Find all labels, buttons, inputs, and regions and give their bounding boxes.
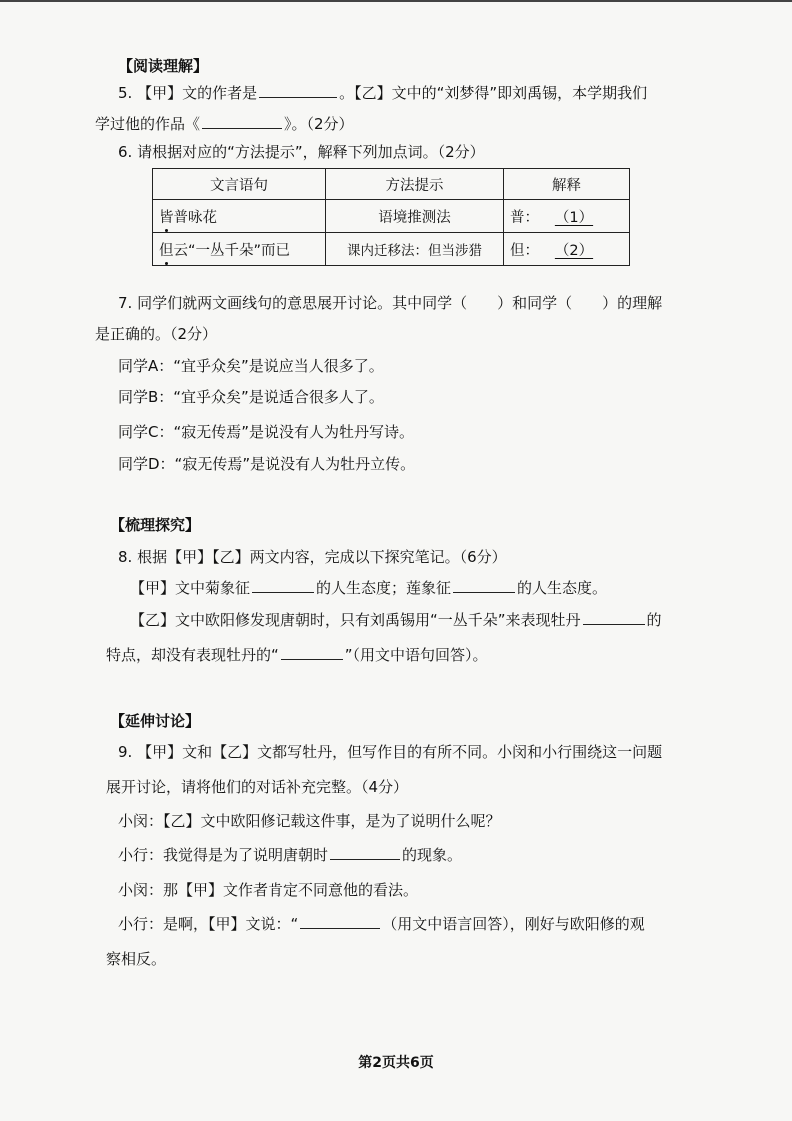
dotted-word: 但 xyxy=(159,239,174,260)
table-cell-answer xyxy=(504,200,630,233)
q8-blank-chrysanthemum[interactable] xyxy=(252,578,314,593)
q8-blank-lotus[interactable] xyxy=(453,578,515,593)
section-heading-reading: 【阅读理解】 xyxy=(118,57,209,75)
dialogue-line-2 xyxy=(118,844,462,866)
q5-text-1: 5. 【甲】文的作者是 xyxy=(118,84,258,102)
table-cell-sentence xyxy=(153,200,326,233)
dialogue-line-5: 察相反。 xyxy=(106,950,167,968)
q8-text: 的人生态度；莲象征 xyxy=(316,579,452,597)
sentence-text: 普咏花 xyxy=(173,209,217,226)
q9-blank-quote[interactable] xyxy=(300,914,380,929)
question-7-line-1: 7. 同学们就两文画线句的意思展开讨论。其中同学（ ）和同学（ ）的理解 xyxy=(118,294,663,312)
q5-blank-work[interactable] xyxy=(202,114,282,129)
dialogue-text: 小行：我觉得是为了说明唐朝时 xyxy=(118,846,329,864)
question-7-line-2: 是正确的。（2分） xyxy=(95,325,218,343)
q8-text: ”（用文中语句回答）。 xyxy=(344,646,488,664)
question-7-option-c: 同学C：“寂无传焉”是说没有人为牡丹写诗。 xyxy=(118,423,415,441)
answer-label: 但： xyxy=(510,242,539,259)
table-header-row xyxy=(153,169,630,200)
page-top-border xyxy=(0,0,792,2)
question-8-line-1 xyxy=(130,577,607,599)
dialogue-text: 小行：是啊，【甲】文说：“ xyxy=(118,915,299,933)
q8-text: 特点，却没有表现牡丹的“ xyxy=(106,646,279,664)
table-cell-method: 语境推测法 xyxy=(326,200,504,233)
table-header: 解释 xyxy=(504,169,630,200)
dialogue-text: 的现象。 xyxy=(402,846,463,864)
table-header: 方法提示 xyxy=(326,169,504,200)
q8-blank-peony-trait[interactable] xyxy=(583,610,645,625)
method-table xyxy=(152,168,630,266)
sentence-text: 云“一丛千朵”而已 xyxy=(173,242,291,259)
answer-blank-1[interactable]: （1） xyxy=(554,209,594,226)
table-cell-answer xyxy=(504,233,630,266)
section-heading-extend: 【延伸讨论】 xyxy=(110,712,201,730)
question-8-line-2 xyxy=(130,609,662,631)
question-9-line-2: 展开讨论，请将他们的对话补充完整。（4分） xyxy=(106,778,409,796)
q8-text: 的 xyxy=(646,611,662,629)
dialogue-line-3: 小闵：那【甲】文作者肯定不同意他的看法。 xyxy=(118,881,419,899)
q5-text-3: 学过他的作品《 xyxy=(95,115,201,133)
section-heading-sorting: 【梳理探究】 xyxy=(110,516,201,534)
dialogue-line-1: 小闵：【乙】文中欧阳修记载这件事，是为了说明什么呢？ xyxy=(118,812,501,830)
question-7-option-b: 同学B：“宜乎众矣”是说适合很多人了。 xyxy=(118,388,384,406)
question-5-line-1 xyxy=(118,82,647,104)
question-7-option-a: 同学A：“宜乎众矣”是说应当人很多了。 xyxy=(118,357,384,375)
table-cell-sentence xyxy=(153,233,326,266)
answer-blank-2[interactable]: （2） xyxy=(554,242,594,259)
q8-text: 【甲】文中菊象征 xyxy=(130,579,251,597)
q8-text: 的人生态度。 xyxy=(517,579,608,597)
table-cell-method: 课内迁移法：但当涉猎 xyxy=(326,233,504,266)
q8-text: 【乙】文中欧阳修发现唐朝时，只有刘禹锡用“一丛千朵”来表现牡丹 xyxy=(130,611,581,629)
question-8-prompt: 8. 根据【甲】【乙】两文内容，完成以下探究笔记。（6分） xyxy=(118,548,507,566)
table-row xyxy=(153,233,630,266)
dotted-word: 皆 xyxy=(159,206,174,227)
question-5-line-2 xyxy=(95,113,354,135)
question-8-line-3 xyxy=(106,644,488,666)
q5-blank-author[interactable] xyxy=(259,83,337,98)
q8-blank-quote[interactable] xyxy=(281,645,343,660)
question-9-line-1: 9. 【甲】文和【乙】文都写牡丹，但写作目的有所不同。小闵和小行围绕这一问题 xyxy=(118,743,663,761)
table-header: 文言语句 xyxy=(153,169,326,200)
q5-text-4: 》。（2分） xyxy=(284,115,354,133)
table-row xyxy=(153,200,630,233)
question-6-prompt: 6. 请根据对应的“方法提示”，解释下列加点词。（2分） xyxy=(118,143,485,161)
dialogue-line-4 xyxy=(118,913,645,935)
q9-blank-phenomenon[interactable] xyxy=(330,845,400,860)
page-footer: 第2页共6页 xyxy=(358,1055,434,1071)
question-7-option-d: 同学D：“寂无传焉”是说没有人为牡丹立传。 xyxy=(118,455,416,473)
dialogue-text: （用文中语言回答），刚好与欧阳修的观 xyxy=(382,915,645,933)
answer-label: 普： xyxy=(510,209,539,226)
q5-text-2: 。【乙】文中的“刘梦得”即刘禹锡，本学期我们 xyxy=(339,84,648,102)
